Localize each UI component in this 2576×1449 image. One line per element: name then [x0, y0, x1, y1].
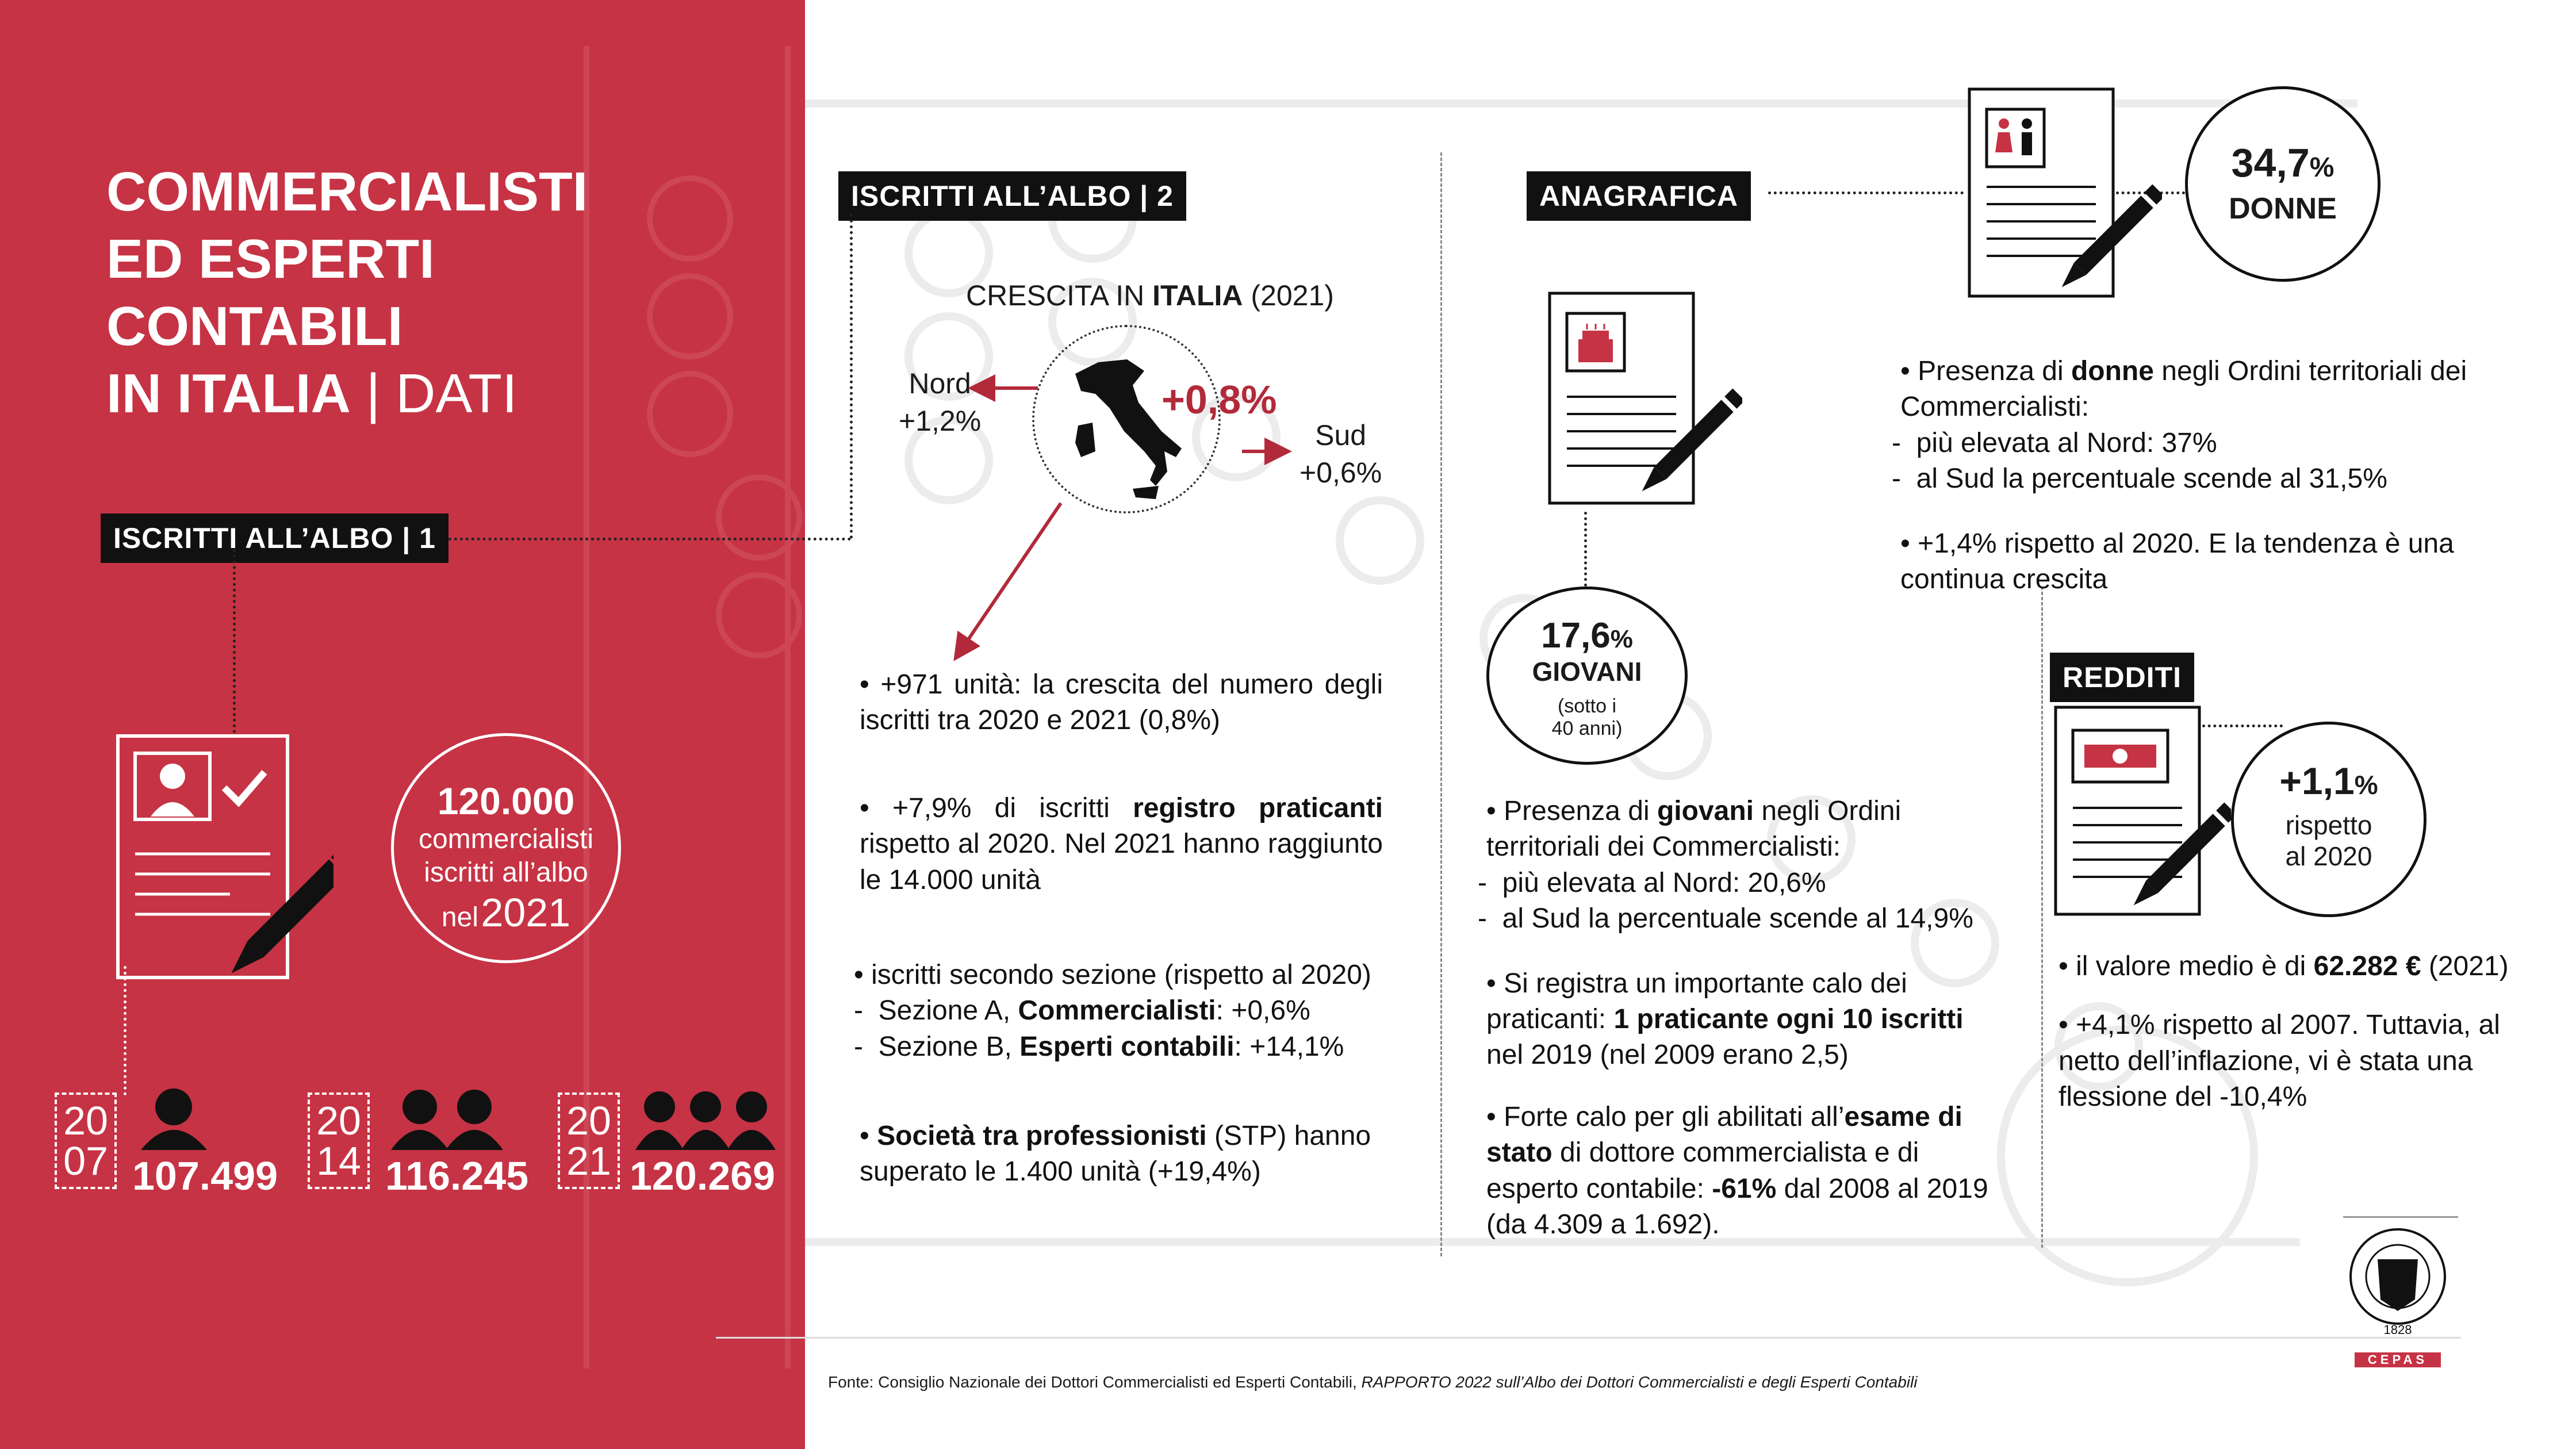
income-value: +1,1: [2279, 760, 2355, 802]
south-value: +0,6%: [1300, 457, 1382, 489]
growth-arrows: [920, 345, 1322, 667]
growth-title-pre: CRESCITA IN: [966, 279, 1153, 312]
growth-title: [966, 279, 1334, 312]
year-value-2014: 116.245: [385, 1153, 529, 1198]
connector-line: [850, 214, 853, 539]
women-bullet-post: negli Ordini territoriali dei Commercialisti:: [1900, 356, 2467, 423]
growth-title-italia: ITALIA: [1152, 279, 1243, 312]
person-icon: [138, 1087, 213, 1150]
year-top: 20: [63, 1098, 108, 1143]
albo2-bullet-4-post: (STP) hanno superato le 1.400 unità (+19,4%): [860, 1121, 1371, 1187]
year-top: 20: [316, 1098, 361, 1143]
young-percent-circle: [1486, 586, 1688, 765]
tag-redditi: REDDITI: [2050, 653, 2194, 702]
page-title: [106, 158, 588, 427]
sezione-a-pre: Sezione A,: [878, 995, 1018, 1026]
tag-anagrafica: ANAGRAFICA: [1527, 171, 1751, 221]
albo2-bullet-2-pre: +7,9% di iscritti: [892, 793, 1133, 823]
title-line-1: COMMERCIALISTI: [106, 161, 588, 223]
year-box-2021: [558, 1092, 620, 1189]
young-percent: [1489, 615, 1685, 656]
growth-title-year: (2021): [1243, 279, 1334, 312]
tag-iscritti-albo-2: ISCRITTI ALL’ALBO | 2: [838, 171, 1186, 221]
income-document-icon: [2053, 704, 2231, 934]
connector-line: [1584, 512, 1587, 586]
title-line-4: [106, 360, 588, 427]
sezione-a-bold: Commercialisti: [1018, 995, 1216, 1026]
year-bottom: 21: [566, 1138, 611, 1183]
total-iscritti-circle: [391, 733, 621, 963]
young-value: 17,6: [1541, 616, 1611, 656]
year-bottom: 14: [316, 1138, 361, 1183]
title-separator: |: [350, 363, 396, 424]
income-bullets: • il valore medio è di 62.282 € (2021) • +4,1% rispetto al 2007. Tuttavia, al netto dell’inflazione, vi è stata una flessione del -10,4%: [2058, 951, 2509, 1113]
title-bold-part: IN ITALIA: [106, 363, 351, 424]
young-document-icon: [1547, 290, 1742, 518]
registration-document-icon: [115, 733, 334, 1003]
young-bullet-3-post: dal 2008 al 2019 (da 4.309 a 1.692).: [1486, 1173, 1988, 1240]
source-report-title: RAPPORTO 2022 sull’Albo dei Dottori Commercialisti e degli Esperti Contabili: [1361, 1373, 1918, 1391]
tag-iscritti-albo-1: ISCRITTI ALL’ALBO | 1: [101, 513, 448, 563]
income-bullet-bold: 62.282 €: [2313, 951, 2421, 982]
young-bullet-bold: giovani: [1657, 796, 1754, 826]
income-percent-circle: [2231, 722, 2426, 917]
connector-line: [2202, 724, 2283, 727]
women-bullet-2: +1,4% rispetto al 2020. E la tendenza è una continua crescita: [1900, 528, 2454, 595]
income-bullet-2: +4,1% rispetto al 2007. Tuttavia, al netto dell’inflazione, vi è stata una flessione del -10,4%: [2058, 1010, 2500, 1113]
young-bullet-3-mid: di dottore commercialista e di esperto contabile:: [1486, 1137, 1919, 1204]
women-bullet-pre: Presenza di: [1918, 356, 2071, 386]
left-panel: [0, 0, 805, 1449]
young-pct-sign: %: [1610, 625, 1633, 653]
albo2-bullet-2-bold: registro praticanti: [1133, 793, 1383, 823]
women-label: DONNE: [2229, 192, 2337, 225]
connector-line: [448, 538, 851, 540]
young-bullet-3-bold: esame di stato: [1486, 1101, 1962, 1168]
year-box-2007: [55, 1092, 117, 1189]
albo2-bullet-1-text: +971 unità: la crescita del numero degli iscritti tra 2020 e 2021 (0,8%): [860, 669, 1383, 736]
column-separator: [1440, 152, 1442, 1256]
young-dash-2: al Sud la percentuale scende al 14,9%: [1502, 903, 1973, 934]
source-pre: Fonte: Consiglio Nazionale dei Dottori Commercialisti ed Esperti Contabili,: [828, 1373, 1362, 1391]
young-label: GIOVANI: [1532, 657, 1642, 687]
women-pct-sign: %: [2309, 152, 2334, 183]
albo2-bullet-3-text: iscritti secondo sezione (rispetto al 2020): [871, 960, 1371, 990]
year-box-2014: [308, 1092, 370, 1189]
income-bullet-pre: il valore medio è di: [2076, 951, 2314, 982]
women-bullet-bold: donne: [2071, 356, 2154, 386]
women-document-icon: [1966, 86, 2162, 316]
income-percent: [2234, 759, 2424, 803]
title-light-part: DATI: [396, 363, 518, 424]
young-bullet-pre: Presenza di: [1504, 796, 1657, 826]
women-percent-circle: [2185, 86, 2380, 282]
north-value: +1,2%: [899, 405, 982, 437]
title-line-3: CONTABILI: [106, 296, 403, 357]
sezione-b-pre: Sezione B,: [878, 1031, 1020, 1062]
source-note: [828, 1373, 1917, 1392]
albo2-bullet-3: • iscritti secondo sezione (rispetto al 2020) - Sezione A, Commercialisti: +0,6% - Sezione B, Esperti contabili: +14,1%: [854, 960, 1371, 1062]
young-bullet-post: negli Ordini territoriali dei Commercialisti:: [1486, 796, 1902, 862]
young-bullets: • Presenza di giovani negli Ordini territoriali dei Commercialisti: - più elevata al Nord: 20,6% - al Sud la percentuale scende al 14,9% • Si registra un importante calo dei praticanti: 1 praticante ogni 10 iscritti nel 2019 (nel 2009 erano 2,5) • Forte calo per gli abilitati all’esame di stato di dottore commercialista e di esperto contabile: -61% dal 2008 al 2019 (da 4.309 a 1.692).: [1478, 796, 1988, 1240]
total-iscritti-value: 120.000: [437, 780, 575, 822]
young-note-1: (sotto i: [1557, 695, 1617, 717]
income-pct-sign: %: [2354, 770, 2378, 800]
column-separator: [2041, 586, 2043, 1248]
young-bullet-2-bold: 1 praticante ogni 10 iscritti: [1613, 1003, 1964, 1034]
total-iscritti-label-1: commercialisti: [418, 824, 594, 854]
year-value-2007: 107.499: [132, 1153, 278, 1198]
sezione-b-post: : +14,1%: [1234, 1031, 1344, 1062]
connector-line: [233, 549, 236, 733]
bureau-veritas-logo: [2343, 1219, 2458, 1368]
women-dash-1: più elevata al Nord: 37%: [1916, 427, 2217, 458]
women-value: 34,7: [2231, 140, 2310, 185]
two-people-icon: [391, 1087, 506, 1150]
young-bullet-2-pre: Si registra un importante calo dei praticanti:: [1486, 968, 1907, 1034]
total-iscritti-year-line: [394, 890, 618, 947]
young-note-2: 40 anni): [1551, 718, 1623, 739]
young-bullet-3-pre: Forte calo per gli abilitati all’: [1504, 1101, 1845, 1132]
albo2-bullet-4: • Società tra professionisti (STP) hanno superato le 1.400 unità (+19,4%): [860, 1121, 1371, 1187]
year-value-2021: 120.269: [630, 1153, 776, 1198]
albo2-bullet-4-bold: Società tra professionisti: [877, 1121, 1207, 1151]
three-people-icon: [635, 1087, 776, 1150]
albo2-bullet-1: • +971 unità: la crescita del numero degli iscritti tra 2020 e 2021 (0,8%): [860, 669, 1383, 736]
footer-divider: [716, 1337, 2461, 1339]
logo-divider: [2343, 1216, 2458, 1218]
south-label: Sud: [1315, 419, 1367, 451]
women-dash-2: al Sud la percentuale scende al 31,5%: [1916, 463, 2387, 494]
sezione-b-bold: Esperti contabili: [1019, 1031, 1235, 1062]
connector-line: [1768, 191, 1964, 194]
north-label: Nord: [908, 367, 971, 400]
young-bullet-2-post: nel 2019 (nel 2009 erano 2,5): [1486, 1040, 1849, 1071]
total-iscritti-label-2: iscritti all’albo: [424, 857, 588, 888]
total-iscritti-nel: nel: [441, 902, 478, 933]
title-line-2: ED ESPERTI: [106, 228, 435, 290]
logo-year: 1828: [2383, 1322, 2412, 1337]
income-label-1: rispetto: [2285, 810, 2372, 840]
year-top: 20: [566, 1098, 611, 1143]
total-iscritti-year: 2021: [481, 890, 571, 935]
women-bullets: • Presenza di donne negli Ordini territoriali dei Commercialisti: - più elevata al Nord: 37% - al Sud la percentuale scende al 31,5% • +1,4% rispetto al 2020. E la tendenza è una continua crescita: [1892, 356, 2467, 595]
young-bullet-3-bold-2: -61%: [1712, 1173, 1777, 1204]
sezione-a-post: : +0,6%: [1216, 995, 1310, 1026]
detail-arrow: [957, 503, 1061, 656]
income-bullet-post: (2021): [2421, 951, 2509, 982]
income-label-2: al 2020: [2285, 841, 2372, 871]
logo-brand: CEPAS: [2367, 1352, 2428, 1367]
albo2-bullet-2-post: rispetto al 2020. Nel 2021 hanno raggiunto le 14.000 unità: [860, 829, 1383, 895]
women-percent: [2188, 140, 2378, 186]
albo2-bullet-2: • +7,9% di iscritti registro praticanti rispetto al 2020. Nel 2021 hanno raggiunto le 14.000 unità: [860, 793, 1383, 895]
young-dash-1: più elevata al Nord: 20,6%: [1502, 867, 1826, 898]
year-bottom: 07: [63, 1138, 108, 1183]
italy-growth-value: +0,8%: [1162, 377, 1277, 422]
